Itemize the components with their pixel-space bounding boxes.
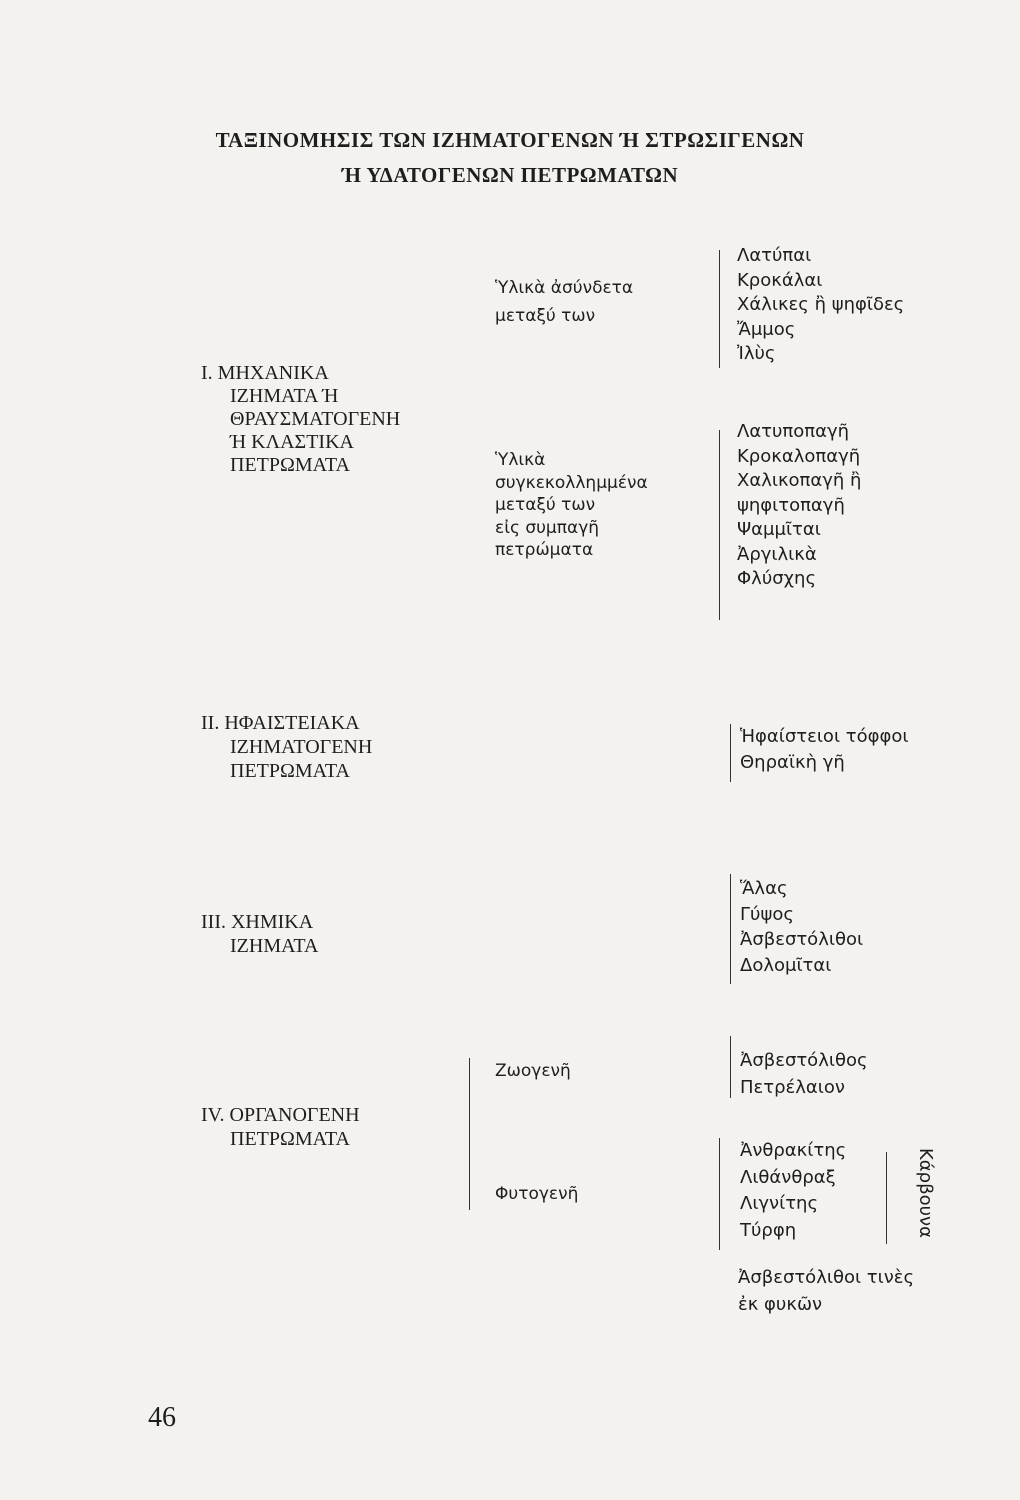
section-4-label: ΙV. ΟΡΓΑΝΟΓΕΝΗ ΠΕΤΡΩΜΑΤΑ bbox=[201, 1104, 360, 1150]
list-item: Ἰλὺς bbox=[737, 343, 776, 364]
section-4-group-1-list bbox=[740, 1047, 868, 1101]
page-number: 46 bbox=[148, 1402, 176, 1433]
list-item: Ἀσβεστόλιθοι bbox=[740, 929, 864, 950]
list-item: Ψαμμῖται bbox=[737, 519, 821, 540]
list-item: Τύρφη bbox=[740, 1219, 797, 1241]
brace bbox=[730, 1036, 731, 1098]
list-item: Πετρέλαιον bbox=[740, 1077, 845, 1098]
section-4-group-2-label: Φυτογενῆ bbox=[495, 1184, 579, 1204]
list-item: Λατυποπαγῆ bbox=[737, 421, 850, 442]
list-item: Κροκαλοπαγῆ bbox=[737, 445, 861, 467]
list-item: Ἡφαίστειοι τόφφοι bbox=[740, 726, 909, 747]
list-item: Ἀνθρακίτης bbox=[740, 1140, 847, 1161]
section-3-list bbox=[740, 876, 863, 978]
section-1-group-1-label: Ὑλικὰ ἀσύνδετα μεταξύ των bbox=[495, 278, 634, 326]
list-item: Χαλικοπαγῆ ἢ bbox=[737, 470, 862, 491]
brace bbox=[886, 1152, 887, 1244]
list-item: Λιθάνθραξ bbox=[740, 1166, 836, 1188]
list-item: Χάλικες ἢ ψηφῖδες bbox=[737, 294, 905, 315]
brace bbox=[719, 430, 720, 620]
brace bbox=[719, 1138, 720, 1250]
brace bbox=[719, 250, 720, 368]
page-title-line-2: Ή ΥΔΑΤΟΓΕΝΩΝ ΠΕΤΡΩΜΑΤΩΝ bbox=[341, 163, 679, 187]
brace bbox=[730, 724, 731, 782]
section-4-side-label: Κάρβουνα bbox=[915, 1148, 936, 1238]
list-item: Λιγνίτης bbox=[740, 1193, 819, 1214]
list-item: Θηραϊκὴ γῆ bbox=[740, 752, 845, 773]
list-item: Λατύπαι bbox=[737, 245, 812, 266]
page-title-line-1: ΤΑΞΙΝΟΜΗΣΙΣ ΤΩΝ ΙΖΗΜΑΤΟΓΕΝΩΝ Ή ΣΤΡΩΣΙΓΕΝΩΝ bbox=[215, 128, 805, 152]
list-item: Κροκάλαι bbox=[737, 269, 823, 291]
brace bbox=[469, 1058, 470, 1210]
list-item: Ἀσβεστόλιθος bbox=[740, 1050, 868, 1071]
list-item: Φλύσχης bbox=[737, 568, 817, 589]
section-1-group-1-list bbox=[737, 244, 904, 367]
list-item: Ἅλας bbox=[740, 878, 788, 899]
section-4-group-2-list bbox=[740, 1138, 846, 1244]
section-2-list bbox=[740, 724, 908, 776]
section-1-group-2-list bbox=[737, 420, 861, 592]
section-1-label: Ι. ΜΗΧΑΝΙΚΑ ΙΖΗΜΑΤΑ Ή ΘΡΑΥΣΜΑΤΟΓΕΝΗ Ή ΚΛΑΣΤΙΚΑ ΠΕΤΡΩΜΑΤΑ bbox=[201, 362, 401, 476]
section-1-group-2-label: Ὑλικὰ συγκεκολλημμένα μεταξύ των εἰς συμπαγῆ πετρώματα bbox=[495, 450, 648, 560]
list-item: Ἀργιλικὰ bbox=[737, 543, 817, 565]
section-4-extra-lines: Ἀσβεστόλιθοι τινὲς ἐκ φυκῶν bbox=[738, 1267, 915, 1315]
list-item: Γύψος bbox=[740, 903, 794, 925]
list-item: Ἄμμος bbox=[737, 318, 796, 340]
section-4-group-1-label: Ζωογενῆ bbox=[495, 1061, 571, 1081]
list-item: ψηφιτοπαγῆ bbox=[737, 494, 845, 516]
section-2-label: ΙΙ. ΗΦΑΙΣΤΕΙΑΚΑ ΙΖΗΜΑΤΟΓΕΝΗ ΠΕΤΡΩΜΑΤΑ bbox=[201, 712, 373, 782]
list-item: Δολομῖται bbox=[740, 954, 832, 976]
section-3-label: ΙΙΙ. ΧΗΜΙΚΑ ΙΖΗΜΑΤΑ bbox=[201, 911, 319, 957]
brace bbox=[730, 874, 731, 984]
